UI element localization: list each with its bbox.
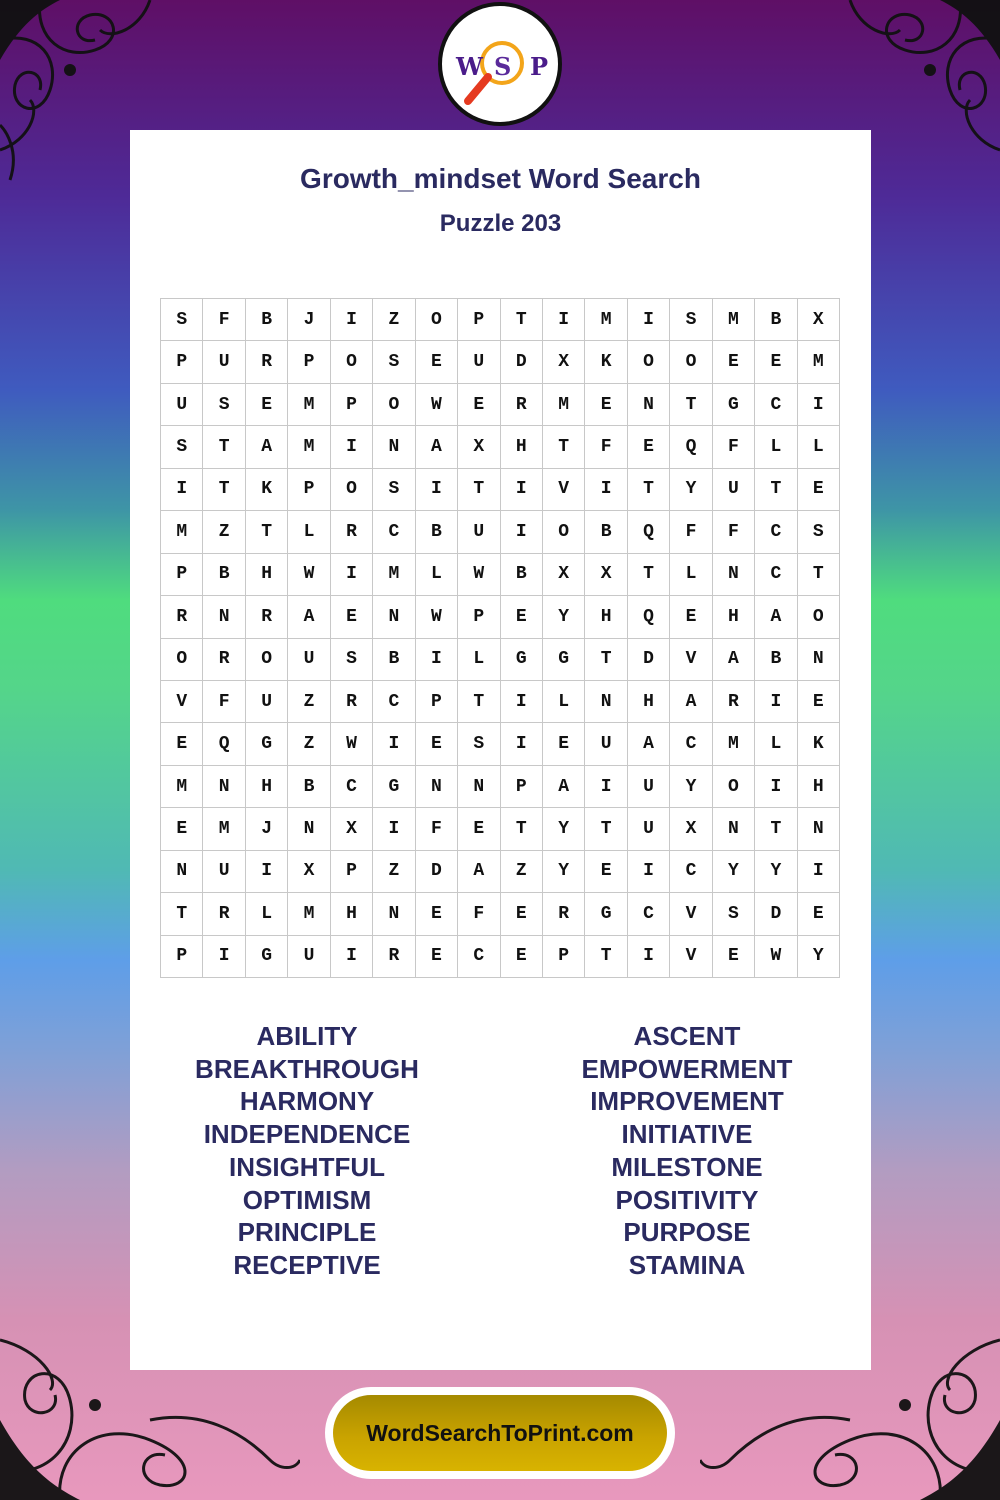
grid-cell[interactable]: O bbox=[543, 511, 585, 553]
grid-cell[interactable]: Z bbox=[373, 299, 415, 341]
grid-cell[interactable]: B bbox=[501, 554, 543, 596]
grid-cell[interactable]: T bbox=[246, 511, 288, 553]
grid-cell[interactable]: B bbox=[203, 554, 245, 596]
grid-cell[interactable]: I bbox=[416, 469, 458, 511]
grid-cell[interactable]: E bbox=[798, 469, 840, 511]
grid-cell[interactable]: I bbox=[628, 299, 670, 341]
word-list-item: MILESTONE bbox=[611, 1151, 763, 1182]
grid-cell[interactable]: Y bbox=[543, 808, 585, 850]
grid-cell[interactable]: A bbox=[713, 639, 755, 681]
grid-cell[interactable]: V bbox=[543, 469, 585, 511]
grid-cell[interactable]: D bbox=[628, 639, 670, 681]
grid-cell[interactable]: U bbox=[713, 469, 755, 511]
grid-cell[interactable]: G bbox=[543, 639, 585, 681]
grid-cell[interactable]: B bbox=[288, 766, 330, 808]
grid-cell[interactable]: T bbox=[628, 554, 670, 596]
grid-cell[interactable]: M bbox=[161, 511, 203, 553]
grid-cell[interactable]: N bbox=[373, 596, 415, 638]
grid-cell[interactable]: I bbox=[203, 936, 245, 978]
grid-cell[interactable]: N bbox=[798, 639, 840, 681]
grid-cell[interactable]: M bbox=[203, 808, 245, 850]
grid-cell[interactable]: R bbox=[246, 596, 288, 638]
grid-cell[interactable]: Q bbox=[203, 723, 245, 765]
word-list-item: POSITIVITY bbox=[615, 1184, 759, 1215]
grid-cell[interactable]: R bbox=[501, 384, 543, 426]
grid-cell[interactable]: P bbox=[288, 469, 330, 511]
grid-cell[interactable]: T bbox=[585, 936, 627, 978]
grid-cell[interactable]: E bbox=[585, 384, 627, 426]
grid-cell[interactable]: I bbox=[373, 723, 415, 765]
grid-cell[interactable]: S bbox=[203, 384, 245, 426]
grid-cell[interactable]: V bbox=[670, 893, 712, 935]
grid-cell[interactable]: G bbox=[585, 893, 627, 935]
logo-letter-w: W bbox=[456, 52, 483, 81]
grid-cell[interactable]: L bbox=[755, 426, 797, 468]
grid-cell[interactable]: M bbox=[713, 299, 755, 341]
grid-cell[interactable]: H bbox=[585, 596, 627, 638]
grid-cell[interactable]: I bbox=[331, 299, 373, 341]
grid-cell[interactable]: O bbox=[331, 341, 373, 383]
grid-cell[interactable]: M bbox=[288, 426, 330, 468]
grid-cell[interactable]: P bbox=[331, 384, 373, 426]
grid-cell[interactable]: T bbox=[628, 469, 670, 511]
grid-cell[interactable]: I bbox=[798, 851, 840, 893]
word-list-right bbox=[502, 1020, 872, 1282]
grid-cell[interactable]: U bbox=[458, 341, 500, 383]
grid-cell[interactable]: D bbox=[501, 341, 543, 383]
grid-cell[interactable]: M bbox=[161, 766, 203, 808]
grid-cell[interactable]: A bbox=[670, 681, 712, 723]
grid-cell[interactable]: E bbox=[755, 341, 797, 383]
grid-cell[interactable]: F bbox=[713, 426, 755, 468]
grid-cell[interactable]: M bbox=[288, 384, 330, 426]
grid-cell[interactable]: U bbox=[203, 851, 245, 893]
grid-cell[interactable]: M bbox=[288, 893, 330, 935]
grid-cell[interactable]: X bbox=[585, 554, 627, 596]
grid-cell[interactable]: L bbox=[543, 681, 585, 723]
footer-badge-inner bbox=[333, 1395, 667, 1471]
grid-cell[interactable]: E bbox=[458, 808, 500, 850]
grid-cell[interactable]: I bbox=[373, 808, 415, 850]
grid-cell[interactable]: K bbox=[246, 469, 288, 511]
word-list-left bbox=[122, 1020, 492, 1282]
grid-cell[interactable]: P bbox=[458, 299, 500, 341]
grid-cell[interactable]: T bbox=[161, 893, 203, 935]
grid-cell[interactable]: L bbox=[798, 426, 840, 468]
grid-cell[interactable]: U bbox=[585, 723, 627, 765]
grid-cell[interactable]: N bbox=[203, 766, 245, 808]
grid-cell[interactable]: S bbox=[161, 299, 203, 341]
grid-cell[interactable]: G bbox=[501, 639, 543, 681]
grid-cell[interactable]: T bbox=[670, 384, 712, 426]
grid-cell[interactable]: R bbox=[161, 596, 203, 638]
grid-cell[interactable]: A bbox=[246, 426, 288, 468]
grid-cell[interactable]: M bbox=[713, 723, 755, 765]
grid-cell[interactable]: E bbox=[798, 893, 840, 935]
grid-cell[interactable]: Y bbox=[543, 851, 585, 893]
grid-cell[interactable]: L bbox=[246, 893, 288, 935]
word-list-item: PRINCIPLE bbox=[237, 1217, 377, 1248]
word-list-item: ABILITY bbox=[256, 1021, 358, 1051]
grid-cell[interactable]: I bbox=[331, 554, 373, 596]
grid-cell[interactable]: E bbox=[798, 681, 840, 723]
grid-cell[interactable]: I bbox=[501, 469, 543, 511]
grid-cell[interactable]: Z bbox=[373, 851, 415, 893]
grid-cell[interactable]: W bbox=[331, 723, 373, 765]
word-list-item: INSIGHTFUL bbox=[229, 1151, 385, 1182]
grid-cell[interactable]: T bbox=[585, 808, 627, 850]
grid-cell[interactable]: H bbox=[246, 766, 288, 808]
grid-cell[interactable]: I bbox=[501, 681, 543, 723]
grid-cell[interactable]: E bbox=[416, 936, 458, 978]
grid-cell[interactable]: G bbox=[246, 936, 288, 978]
grid-cell[interactable]: Q bbox=[670, 426, 712, 468]
grid-cell[interactable]: R bbox=[331, 511, 373, 553]
grid-cell[interactable]: I bbox=[628, 936, 670, 978]
grid-cell[interactable]: W bbox=[458, 554, 500, 596]
grid-cell[interactable]: I bbox=[543, 299, 585, 341]
grid-cell[interactable]: U bbox=[203, 341, 245, 383]
grid-cell[interactable]: Z bbox=[288, 723, 330, 765]
grid-cell[interactable]: Y bbox=[670, 766, 712, 808]
grid-cell[interactable]: B bbox=[755, 639, 797, 681]
grid-cell[interactable]: I bbox=[331, 936, 373, 978]
grid-cell[interactable]: S bbox=[373, 469, 415, 511]
grid-cell[interactable]: N bbox=[373, 893, 415, 935]
grid-cell[interactable]: E bbox=[713, 936, 755, 978]
grid-cell[interactable]: Z bbox=[501, 851, 543, 893]
grid-cell[interactable]: L bbox=[416, 554, 458, 596]
grid-cell[interactable]: A bbox=[416, 426, 458, 468]
grid-cell[interactable]: I bbox=[161, 469, 203, 511]
grid-cell[interactable]: L bbox=[458, 639, 500, 681]
grid-cell[interactable]: U bbox=[288, 639, 330, 681]
grid-cell[interactable]: Q bbox=[628, 596, 670, 638]
grid-cell[interactable]: T bbox=[501, 808, 543, 850]
grid-cell[interactable]: U bbox=[628, 808, 670, 850]
grid-cell[interactable]: L bbox=[670, 554, 712, 596]
grid-cell[interactable]: E bbox=[628, 426, 670, 468]
grid-cell[interactable]: P bbox=[501, 766, 543, 808]
grid-cell[interactable]: F bbox=[203, 681, 245, 723]
grid-cell[interactable]: N bbox=[416, 766, 458, 808]
grid-cell[interactable]: E bbox=[416, 893, 458, 935]
grid-cell[interactable]: R bbox=[543, 893, 585, 935]
grid-cell[interactable]: E bbox=[501, 936, 543, 978]
grid-cell[interactable]: N bbox=[203, 596, 245, 638]
grid-cell[interactable]: Y bbox=[798, 936, 840, 978]
grid-cell[interactable]: I bbox=[501, 723, 543, 765]
grid-cell[interactable]: B bbox=[416, 511, 458, 553]
grid-cell[interactable]: Z bbox=[203, 511, 245, 553]
grid-cell[interactable]: U bbox=[246, 681, 288, 723]
puzzle-number: Puzzle 203 bbox=[439, 210, 562, 237]
grid-cell[interactable]: B bbox=[373, 639, 415, 681]
grid-cell[interactable]: O bbox=[713, 766, 755, 808]
grid-cell[interactable]: U bbox=[458, 511, 500, 553]
grid-cell[interactable]: R bbox=[713, 681, 755, 723]
grid-cell[interactable]: Y bbox=[670, 469, 712, 511]
grid-cell[interactable]: A bbox=[755, 596, 797, 638]
grid-cell[interactable]: O bbox=[331, 469, 373, 511]
grid-cell[interactable]: H bbox=[628, 681, 670, 723]
grid-cell[interactable]: Q bbox=[628, 511, 670, 553]
grid-cell[interactable]: X bbox=[288, 851, 330, 893]
grid-cell[interactable]: R bbox=[246, 341, 288, 383]
grid-cell[interactable]: N bbox=[628, 384, 670, 426]
grid-cell[interactable]: N bbox=[161, 851, 203, 893]
grid-cell[interactable]: T bbox=[203, 426, 245, 468]
grid-cell[interactable]: W bbox=[416, 596, 458, 638]
grid-cell[interactable]: J bbox=[288, 299, 330, 341]
footer-badge[interactable] bbox=[325, 1387, 675, 1479]
grid-cell[interactable]: L bbox=[755, 723, 797, 765]
grid-cell[interactable]: E bbox=[458, 384, 500, 426]
word-list-item: EMPOWERMENT bbox=[581, 1053, 793, 1084]
grid-cell[interactable]: N bbox=[288, 808, 330, 850]
grid-cell[interactable]: I bbox=[755, 681, 797, 723]
grid-cell[interactable]: F bbox=[585, 426, 627, 468]
grid-cell[interactable]: C bbox=[755, 554, 797, 596]
grid-cell[interactable]: M bbox=[798, 341, 840, 383]
grid-cell[interactable]: R bbox=[373, 936, 415, 978]
grid-cell[interactable]: T bbox=[585, 639, 627, 681]
grid-cell[interactable]: E bbox=[416, 341, 458, 383]
word-list-item: STAMINA bbox=[628, 1249, 746, 1280]
grid-cell[interactable]: T bbox=[755, 469, 797, 511]
grid-cell[interactable]: A bbox=[458, 851, 500, 893]
grid-cell[interactable]: I bbox=[501, 511, 543, 553]
grid-cell[interactable]: L bbox=[288, 511, 330, 553]
grid-cell[interactable]: U bbox=[628, 766, 670, 808]
grid-cell[interactable]: N bbox=[458, 766, 500, 808]
grid-cell[interactable]: O bbox=[670, 341, 712, 383]
grid-cell[interactable]: M bbox=[543, 384, 585, 426]
grid-cell[interactable]: E bbox=[585, 851, 627, 893]
word-list-item: INDEPENDENCE bbox=[203, 1119, 411, 1150]
grid-cell[interactable]: C bbox=[373, 681, 415, 723]
grid-cell[interactable]: T bbox=[458, 681, 500, 723]
grid-cell[interactable]: K bbox=[585, 341, 627, 383]
grid-cell[interactable]: I bbox=[246, 851, 288, 893]
grid-cell[interactable]: P bbox=[161, 554, 203, 596]
grid-cell[interactable]: T bbox=[755, 808, 797, 850]
site-link[interactable]: WordSearchToPrint.com bbox=[366, 1419, 634, 1446]
word-list-item: INITIATIVE bbox=[621, 1119, 753, 1150]
grid-cell[interactable]: C bbox=[670, 723, 712, 765]
grid-cell[interactable]: G bbox=[373, 766, 415, 808]
grid-cell[interactable]: S bbox=[798, 511, 840, 553]
site-logo[interactable] bbox=[438, 2, 562, 126]
grid-cell[interactable]: C bbox=[755, 384, 797, 426]
grid-cell[interactable]: G bbox=[246, 723, 288, 765]
grid-cell[interactable]: P bbox=[161, 936, 203, 978]
grid-cell[interactable]: E bbox=[543, 723, 585, 765]
grid-cell[interactable]: C bbox=[331, 766, 373, 808]
grid-cell[interactable]: G bbox=[713, 384, 755, 426]
word-list-item: PURPOSE bbox=[623, 1217, 751, 1248]
grid-cell[interactable]: X bbox=[543, 554, 585, 596]
grid-cell[interactable]: X bbox=[458, 426, 500, 468]
grid-cell[interactable]: V bbox=[670, 639, 712, 681]
grid-cell[interactable]: O bbox=[373, 384, 415, 426]
grid-cell[interactable]: T bbox=[543, 426, 585, 468]
grid-cell[interactable]: P bbox=[161, 341, 203, 383]
grid-cell[interactable]: X bbox=[543, 341, 585, 383]
grid-cell[interactable]: O bbox=[798, 596, 840, 638]
grid-cell[interactable]: N bbox=[373, 426, 415, 468]
grid-cell[interactable]: D bbox=[755, 893, 797, 935]
grid-cell[interactable]: V bbox=[670, 936, 712, 978]
grid-cell[interactable]: E bbox=[246, 384, 288, 426]
grid-cell[interactable]: U bbox=[161, 384, 203, 426]
grid-cell[interactable]: I bbox=[798, 384, 840, 426]
grid-cell[interactable]: O bbox=[246, 639, 288, 681]
word-list-item: HARMONY bbox=[239, 1086, 375, 1117]
grid-cell[interactable]: H bbox=[246, 554, 288, 596]
word-list-item: ASCENT bbox=[633, 1021, 741, 1051]
grid-cell[interactable]: J bbox=[246, 808, 288, 850]
word-list-item: OPTIMISM bbox=[242, 1184, 372, 1215]
grid-cell[interactable]: E bbox=[501, 596, 543, 638]
grid-cell[interactable]: M bbox=[585, 299, 627, 341]
grid-cell[interactable]: I bbox=[331, 426, 373, 468]
grid-cell[interactable]: E bbox=[416, 723, 458, 765]
letter-grid bbox=[160, 298, 840, 978]
grid-cell[interactable]: U bbox=[288, 936, 330, 978]
grid-cell[interactable]: V bbox=[161, 681, 203, 723]
grid-cell[interactable]: C bbox=[373, 511, 415, 553]
grid-cell[interactable]: N bbox=[798, 808, 840, 850]
grid-cell[interactable]: S bbox=[331, 639, 373, 681]
logo-letter-s: S bbox=[494, 52, 512, 81]
grid-cell[interactable]: N bbox=[713, 808, 755, 850]
puzzle-card bbox=[130, 130, 871, 1370]
word-list-item: RECEPTIVE bbox=[233, 1249, 381, 1280]
grid-cell[interactable]: P bbox=[331, 851, 373, 893]
grid-cell[interactable]: D bbox=[416, 851, 458, 893]
grid-cell[interactable]: F bbox=[458, 893, 500, 935]
grid-cell[interactable]: S bbox=[373, 341, 415, 383]
grid-cell[interactable]: H bbox=[331, 893, 373, 935]
grid-cell[interactable]: S bbox=[713, 893, 755, 935]
grid-cell[interactable]: S bbox=[458, 723, 500, 765]
grid-cell[interactable]: P bbox=[288, 341, 330, 383]
grid-cell[interactable]: B bbox=[246, 299, 288, 341]
grid-cell[interactable]: E bbox=[161, 808, 203, 850]
grid-cell[interactable]: P bbox=[416, 681, 458, 723]
grid-cell[interactable]: A bbox=[628, 723, 670, 765]
grid-cell[interactable]: B bbox=[755, 299, 797, 341]
grid-cell[interactable]: W bbox=[416, 384, 458, 426]
grid-cell[interactable]: W bbox=[755, 936, 797, 978]
grid-cell[interactable]: N bbox=[713, 554, 755, 596]
grid-cell[interactable]: T bbox=[798, 554, 840, 596]
grid-cell[interactable]: N bbox=[585, 681, 627, 723]
grid-cell[interactable]: Y bbox=[755, 851, 797, 893]
grid-cell[interactable]: E bbox=[670, 596, 712, 638]
grid-cell[interactable]: R bbox=[331, 681, 373, 723]
grid-cell[interactable]: E bbox=[501, 893, 543, 935]
grid-cell[interactable]: K bbox=[798, 723, 840, 765]
grid-cell[interactable]: I bbox=[416, 639, 458, 681]
grid-cell[interactable]: E bbox=[331, 596, 373, 638]
grid-cell[interactable]: E bbox=[713, 341, 755, 383]
grid-cell[interactable]: P bbox=[543, 936, 585, 978]
grid-cell[interactable]: H bbox=[798, 766, 840, 808]
grid-cell[interactable]: I bbox=[585, 469, 627, 511]
grid-cell[interactable]: R bbox=[203, 639, 245, 681]
word-list-item: IMPROVEMENT bbox=[590, 1086, 784, 1117]
grid-cell[interactable]: F bbox=[203, 299, 245, 341]
grid-cell[interactable]: Z bbox=[288, 681, 330, 723]
page-title: Growth_mindset Word Search bbox=[300, 163, 701, 194]
grid-cell[interactable]: F bbox=[713, 511, 755, 553]
grid-cell[interactable]: C bbox=[458, 936, 500, 978]
grid-cell[interactable]: X bbox=[670, 808, 712, 850]
grid-cell[interactable]: M bbox=[373, 554, 415, 596]
grid-cell[interactable]: C bbox=[755, 511, 797, 553]
grid-cell[interactable]: O bbox=[416, 299, 458, 341]
grid-cell[interactable]: S bbox=[670, 299, 712, 341]
grid-cell[interactable]: H bbox=[501, 426, 543, 468]
grid-cell[interactable]: O bbox=[161, 639, 203, 681]
grid-cell[interactable]: F bbox=[416, 808, 458, 850]
grid-cell[interactable]: Y bbox=[713, 851, 755, 893]
grid-cell[interactable]: I bbox=[585, 766, 627, 808]
grid-cell[interactable]: W bbox=[288, 554, 330, 596]
word-list-item: BREAKTHROUGH bbox=[195, 1053, 419, 1084]
grid-cell[interactable]: C bbox=[628, 893, 670, 935]
grid-cell[interactable]: O bbox=[628, 341, 670, 383]
grid-cell[interactable]: T bbox=[501, 299, 543, 341]
grid-cell[interactable]: F bbox=[670, 511, 712, 553]
grid-cell[interactable]: T bbox=[203, 469, 245, 511]
grid-cell[interactable]: C bbox=[670, 851, 712, 893]
grid-cell[interactable]: Y bbox=[543, 596, 585, 638]
grid-cell[interactable]: P bbox=[458, 596, 500, 638]
grid-cell[interactable]: A bbox=[543, 766, 585, 808]
grid-cell[interactable]: I bbox=[755, 766, 797, 808]
grid-cell[interactable]: X bbox=[798, 299, 840, 341]
grid-cell[interactable]: E bbox=[161, 723, 203, 765]
grid-cell[interactable]: I bbox=[628, 851, 670, 893]
grid-cell[interactable]: B bbox=[585, 511, 627, 553]
logo-letter-p: P bbox=[530, 52, 549, 81]
grid-cell[interactable]: T bbox=[458, 469, 500, 511]
grid-cell[interactable]: H bbox=[713, 596, 755, 638]
grid-cell[interactable]: S bbox=[161, 426, 203, 468]
grid-cell[interactable]: X bbox=[331, 808, 373, 850]
grid-cell[interactable]: A bbox=[288, 596, 330, 638]
grid-cell[interactable]: R bbox=[203, 893, 245, 935]
